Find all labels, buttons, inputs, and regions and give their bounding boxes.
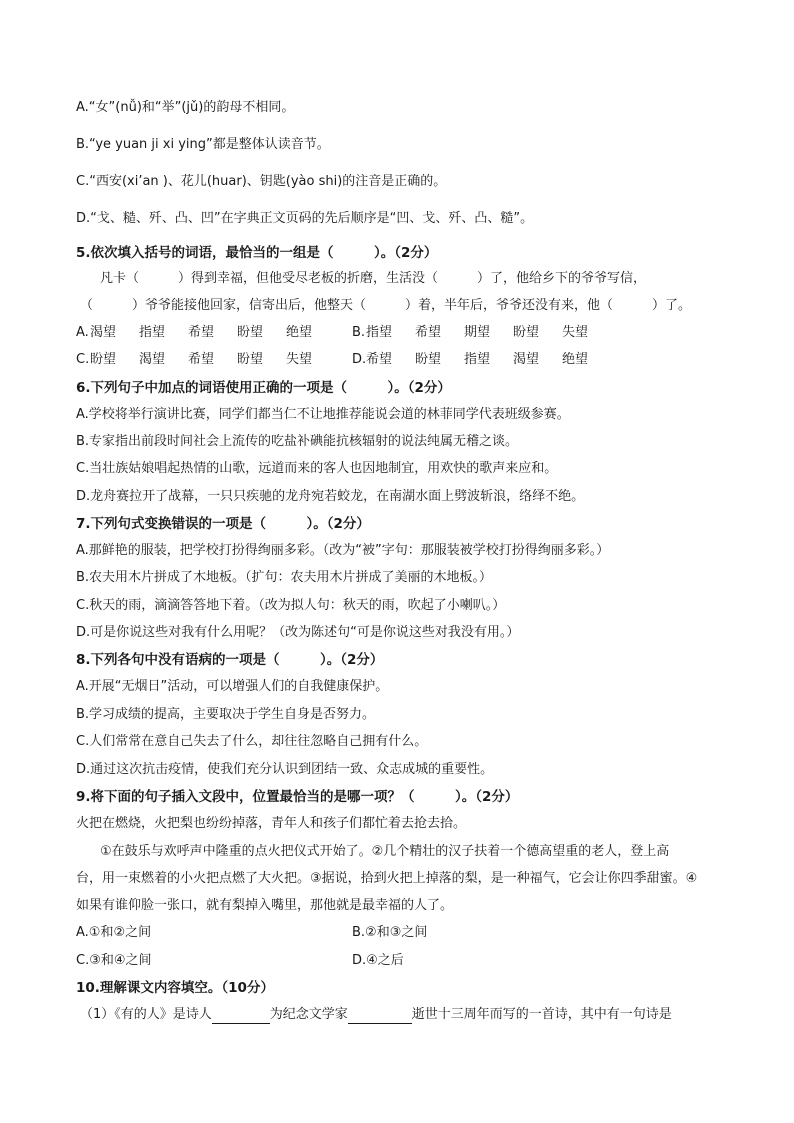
q5-option-b-word: 失望 (562, 325, 589, 340)
q10-line1-part: （1）《有的人》是诗人 (80, 1007, 212, 1022)
q6-title: 6.下列句子中加点的词语使用正确的一项是（ ）。（2分） (76, 380, 451, 396)
q5-option-c-word: 失望 (286, 352, 313, 367)
q9-option-c: C.③和④之间 (76, 953, 152, 968)
q9-passage-line: ①在鼓乐与欢呼声中隆重的点火把仪式开始了。②几个精壮的汉子扶着一个德高望重的老人，登上高 (100, 844, 670, 859)
q5-options-row2 (76, 351, 335, 369)
q5-option-d-label: D. (352, 352, 367, 367)
q10-line1 (80, 1006, 672, 1024)
q8-option-c: C.人们常常在意自己失去了什么，却往往忽略自己拥有什么。 (76, 734, 428, 749)
q5-option-a-word: 盼望 (237, 325, 264, 340)
q9-passage-line: 台，用一束燃着的小火把点燃了大火把。③据说，拾到火把上掉落的梨，是一种福气，它会让你四季甜蜜。④ (76, 871, 698, 886)
q7-option-c: C.秋天的雨，滴滴答答地下着。（改为拟人句：秋天的雨，吹起了小喇叭。） (76, 598, 506, 613)
q5-option-c-word: 渴望 (139, 352, 166, 367)
q5-option-d-word: 渴望 (513, 352, 540, 367)
q5-option-b-word: 期望 (464, 325, 491, 340)
q6-option-a: A.学校将举行演讲比赛，同学们都当仁不让地推荐能说会道的林菲同学代表班级参赛。 (76, 407, 570, 422)
q5-option-d-word: 盼望 (415, 352, 442, 367)
q9-option-d: D.④之后 (352, 953, 404, 968)
q5-option-c-label: C. (76, 352, 90, 367)
q8-option-a: A.开展“无烟日”活动，可以增强人们的自我健康保护。 (76, 679, 389, 694)
q9-title: 9.将下面的句子插入文段中，位置最恰当的是哪一项？（ ）。（2分） (76, 789, 519, 805)
q10-line1-part: 为纪念文学家 (269, 1007, 348, 1022)
q9-option-a: A.①和②之间 (76, 925, 152, 940)
q5-option-d-word: 绝望 (562, 352, 589, 367)
q5-option-a-word: 绝望 (286, 325, 313, 340)
q5-options-row1 (76, 324, 335, 342)
q4-option-d: D.“戈、糙、歼、凸、凹”在字典正文页码的先后顺序是“凹、戈、歼、凸、糙”。 (76, 211, 534, 226)
q5-option-c-word: 盼望 (90, 352, 117, 367)
q9-sentence: 火把在燃烧，火把梨也纷纷掉落，青年人和孩子们都忙着去抢去拾。 (76, 816, 467, 831)
q5-option-c-word: 盼望 (237, 352, 264, 367)
q5-option-a-word: 渴望 (90, 325, 117, 340)
q8-title: 8.下列各句中没有语病的一项是（ ）。（2分） (76, 652, 384, 668)
q8-option-d: D.通过这次抗击疫情，使我们充分认识到团结一致、众志成城的重要性。 (76, 762, 494, 777)
q5-option-b-word: 希望 (415, 325, 442, 340)
q5-option-a-word: 希望 (188, 325, 215, 340)
q8-option-b: B.学习成绩的提高，主要取决于学生自身是否努力。 (76, 707, 376, 722)
q5-option-b-word: 盼望 (513, 325, 540, 340)
q10-title: 10.理解课文内容填空。（10分） (76, 980, 274, 996)
q7-option-b: B.农夫用木片拼成了木地板。（扩句：农夫用木片拼成了美丽的木地板。） (76, 570, 493, 585)
q5-option-b-word: 指望 (366, 325, 393, 340)
q5-option-b-label: B. (352, 325, 366, 340)
q5-title: 5.依次填入括号的词语，最恰当的一组是（ ）。（2分） (76, 245, 438, 261)
q5-para2: （ ）爷爷能接他回家，信寄出后，他整天（ ）着，半年后，爷爷还没有来，他（ ）了。 (80, 298, 692, 313)
q5-option-a-label: A. (76, 325, 89, 340)
q7-option-a: A.那鲜艳的服装，把学校打扮得绚丽多彩。（改为“被”字句：那服装被学校打扮得绚丽多彩。） (76, 543, 610, 558)
q5-option-c-word: 希望 (188, 352, 215, 367)
q4-option-c: C.“西安(xi’an )、花儿(huar)、钥匙(yào shi)的注音是正确的。 (76, 174, 447, 189)
q10-line1-part: 逝世十三周年而写的一首诗，其中有一句诗是 (411, 1007, 672, 1022)
q6-option-d: D.龙舟赛拉开了战幕，一只只疾驰的龙舟宛若蛟龙，在南湖水面上劈波斩浪，络绎不绝。 (76, 489, 585, 504)
q9-passage-line: 如果有谁仰脸一张口，就有梨掉入嘴里，那他就是最幸福的人了。 (76, 898, 454, 913)
answer-blank[interactable] (348, 1009, 412, 1024)
answer-blank[interactable] (212, 1009, 270, 1024)
q5-option-d-word: 指望 (464, 352, 491, 367)
q4-option-b: B.“ye yuan ji xi ying”都是整体认读音节。 (76, 137, 330, 152)
q5-option-a-word: 指望 (139, 325, 166, 340)
q5-options-row2-right (352, 351, 611, 369)
q4-option-a: A.“女”(nǚ)和“举”(jǔ)的韵母不相同。 (76, 100, 295, 115)
q7-title: 7.下列句式变换错误的一项是（ ）。（2分） (76, 516, 370, 532)
q5-para1: 凡卡（ ）得到幸福，但他受尽老板的折磨，生活没（ ）了，他给乡下的爷爷写信， (100, 271, 647, 286)
q9-option-b: B.②和③之间 (352, 925, 428, 940)
q5-option-d-word: 希望 (366, 352, 393, 367)
q5-options-row1-right (352, 324, 611, 342)
q6-option-c: C.当壮族姑娘唱起热情的山歌，远道而来的客人也因地制宜，用欢快的歌声来应和。 (76, 461, 558, 476)
q7-option-d: D.可是你说这些对我有什么用呢？（改为陈述句“可是你说这些对我没有用。） (76, 625, 520, 640)
q6-option-b: B.专家指出前段时间社会上流传的吃盐补碘能抗核辐射的说法纯属无稽之谈。 (76, 434, 519, 449)
